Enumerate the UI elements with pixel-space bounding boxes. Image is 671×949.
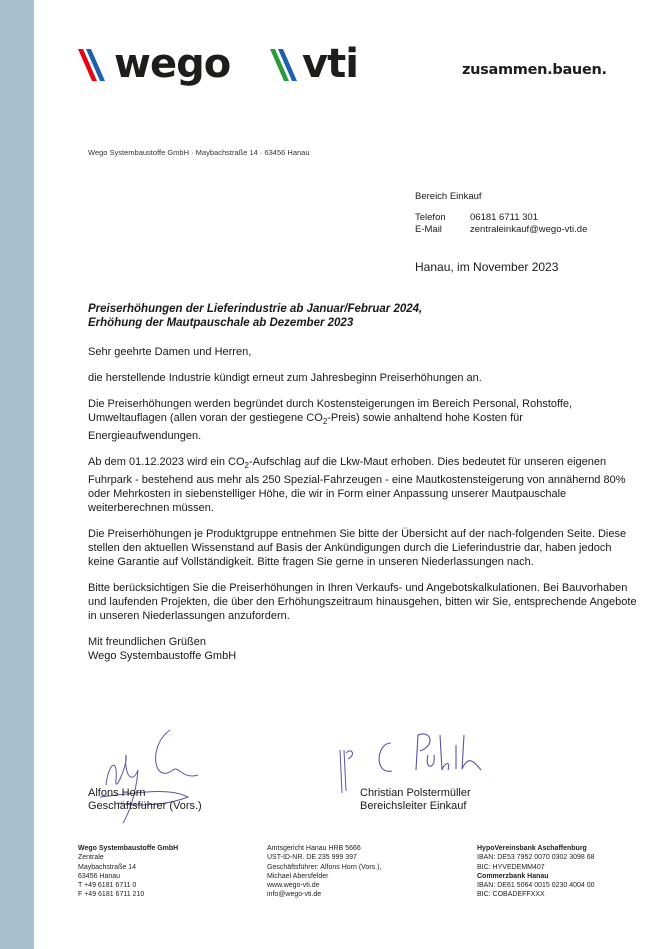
subscript-2: 2 — [322, 417, 328, 427]
footer-bic: BIC: COBADEFFXXX — [477, 891, 545, 899]
closing-company: Wego Systembaustoffe GmbH — [88, 650, 237, 663]
paragraph-2 — [88, 397, 638, 443]
signature-block-horn — [88, 787, 202, 813]
paragraph-1: die herstellende Industrie kündigt erneut zum Jahresbeginn Preiserhöhungen an. — [88, 372, 482, 384]
signatory-title: Geschäftsführer (Vors.) — [88, 800, 202, 812]
paragraph-2-text-b: -Preis) sowie anhaltend hohe Kosten für Energieaufwendungen. — [88, 412, 523, 443]
paragraph-3-text-a: Ab dem 01.12.2023 wird ein CO — [88, 456, 245, 469]
footer-bank-name: Commerzbank Hanau — [477, 872, 549, 880]
vti-logo — [270, 41, 358, 87]
signatory-title: Bereichsleiter Einkauf — [360, 800, 467, 812]
paragraph-4: Die Preiserhöhungen je Produktgruppe entnehmen Sie bitte der Übersicht auf der nach-folgenden Seite. Diese stellen den aktuellen Wissenstand auf Basis der Ankündigungen durch die Lieferindustrie dar, haben jedoch keine Garantie auf Vollständigkeit. Bitte fragen Sie gerne in unseren Niederlassungen nach. — [88, 528, 627, 569]
footer-website-link[interactable]: www.wego-vti.de — [267, 882, 320, 890]
signatures — [88, 725, 648, 825]
subject-line-2: Erhöhung der Mautpauschale ab Dezember 2023 — [88, 317, 354, 329]
footer-iban: IBAN: DE53 7952 0070 0302 3098 68 — [477, 854, 595, 862]
signature-block-polstermueller — [360, 787, 471, 813]
footer-company-info — [78, 844, 178, 900]
footer-phone: T +49 6181 6711 0 — [78, 882, 137, 890]
footer-line: UST-ID-NR. DE 235 999 397 — [267, 854, 357, 862]
vti-logo-text: vti — [302, 41, 358, 87]
footer-bank-info — [477, 844, 595, 900]
subscript-2: 2 — [244, 461, 249, 471]
paragraph-3-text-b: -Aufschlag auf die Lkw-Maut erhoben. Dies bedeutet für unseren eigenen Fuhrpark - bestehend aus mehr als 250 Spezial-Fahrzeugen - eine Mautkostensteigerung von annähernd 80% oder Mehrkosten in siebenstelliger Höhe, die wir in Form einer Anpassung unserer Mautpauschale weiterberechnen müssen. — [88, 456, 626, 515]
phone-row — [415, 212, 587, 224]
footer-iban: IBAN: DE61 5064 0015 0230 4004 00 — [477, 882, 595, 890]
phone-value: 06181 6711 301 — [470, 212, 538, 223]
closing — [88, 635, 638, 663]
footer-line: Amtsgericht Hanau HRB 5666 — [267, 845, 361, 852]
wego-logo-text: wego — [114, 41, 231, 87]
paragraph-2-text-a: Die Preiserhöhungen werden begründet durch Kostensteigerungen im Bereich Personal, Rohstoffe, Umweltauflagen (allen voran der gestiegene CO — [88, 398, 573, 424]
footer-line: Michael Abersfelder — [267, 872, 329, 880]
contact-block — [415, 191, 587, 236]
subject — [88, 302, 422, 330]
department: Bereich Einkauf — [415, 191, 482, 202]
email-label: E-Mail — [415, 224, 442, 235]
footer-line: 63456 Hanau — [78, 872, 121, 880]
footer-line: Maybachstraße 14 — [78, 863, 136, 871]
footer-email-link[interactable]: info@wego-vti.de — [267, 891, 322, 899]
date-line: Hanau, im November 2023 — [415, 260, 559, 274]
footer-legal-info — [267, 844, 381, 900]
letter-body — [88, 345, 638, 663]
salutation: Sehr geehrte Damen und Herren, — [88, 346, 252, 358]
sidebar-strip — [0, 0, 34, 949]
vti-stripes-icon — [270, 45, 300, 83]
footer-line: Zentrale — [78, 854, 104, 862]
slogan: zusammen.bauen. — [462, 62, 607, 78]
paragraph-5: Bitte berücksichtigen Sie die Preiserhöhungen in Ihren Verkaufs- und Angebotskalkulationen. Bei Bauvorhaben und laufenden Projekten, die über den Erhöhungszeitraum hinausgehen, bitten wir Sie, entsprechende Angebote in unseren Niederlassungen anzufordern. — [88, 582, 637, 623]
footer-bank-name: HypoVereinsbank Aschaffenburg — [477, 845, 587, 852]
signatory-name: Alfons Horn — [88, 787, 146, 799]
wego-logo — [78, 41, 231, 87]
footer-fax: F +49 6181 6711 210 — [78, 891, 145, 899]
email-value: zentraleinkauf@wego-vti.de — [470, 224, 588, 235]
email-row — [415, 224, 587, 236]
wego-stripes-icon — [78, 45, 112, 83]
subject-line-1: Preiserhöhungen der Lieferindustrie ab Januar/Februar 2024, — [88, 303, 423, 315]
closing-greeting: Mit freundlichen Grüßen — [88, 636, 206, 649]
paragraph-3 — [88, 455, 638, 515]
footer-bic: BIC: HYVEDEMM407 — [477, 863, 545, 871]
signature-polstermueller-icon — [336, 725, 486, 795]
footer-company-name: Wego Systembaustoffe GmbH — [78, 845, 179, 852]
footer-line: Geschäftsführer: Alfons Horn (Vors.), — [267, 863, 382, 871]
signatory-name: Christian Polstermüller — [360, 787, 471, 799]
sender-address-line: Wego Systembaustoffe GmbH · Maybachstraße 14 · 63456 Hanau — [88, 148, 310, 157]
phone-label: Telefon — [415, 212, 446, 223]
